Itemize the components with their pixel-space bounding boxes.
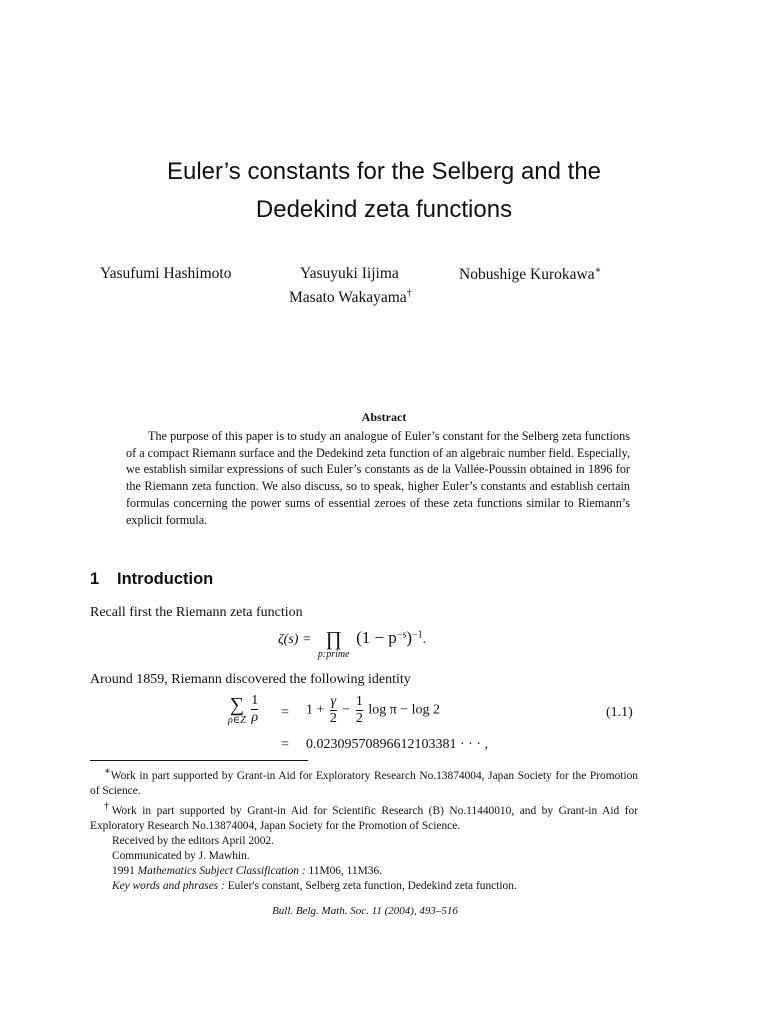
abstract-heading: Abstract xyxy=(361,410,407,424)
author-wakayama: Masato Wakayama† xyxy=(289,288,412,307)
equation-1-1-eq-sign-2: = xyxy=(281,737,289,752)
footnote-2: †Work in part supported by Grant-in Aid for Scientific Research (B) No.11440010, and by Grant-in Aid for Exploratory Research No.13874004, Japan Society for the Promotion of Science. xyxy=(90,800,639,832)
author-iijima: Yasuyuki Iijima xyxy=(300,265,399,282)
equation-number-1-1: (1.1) xyxy=(606,705,633,720)
intro-paragraph-1: Recall first the Riemann zeta function xyxy=(90,605,303,620)
journal-citation: Bull. Belg. Math. Soc. 11 (2004), 493–516 xyxy=(272,905,458,917)
paper-title-line-1: Euler’s constants for the Selberg and the xyxy=(166,158,602,185)
equation-1-1-lhs: ∑ ρ∈Z $\frac{1}{\rho}$ xyxy=(228,693,259,726)
section-heading-introduction xyxy=(90,570,213,589)
abstract-text: The purpose of this paper is to study an analogue of Euler’s constant for the Selberg zeta functions of a compact Riemann surface and the Dedekind zeta function of an algebraic number field. Especially, we establish similar expressions of such Euler’s constants as de la Vallée-Poussin obtained in 1896 for the Riemann zeta function. We also discuss, so to speak, higher Euler’s constants and establish certain formulas concerning the power sums of essential zeroes of these zeta functions similar to Riemann’s explicit formula. xyxy=(126,429,630,527)
equation-zeta-product: ζ(s) = ∏ p:prime $(1 - p^{-s})^{-1}$. xyxy=(278,628,427,660)
section-title: Introduction xyxy=(117,570,214,588)
author-kurokawa: Nobushige Kurokawa∗ xyxy=(459,265,602,284)
intro-paragraph-2: Around 1859, Riemann discovered the following identity xyxy=(90,672,411,687)
keywords: Key words and phrases : Euler's constant, Selberg zeta function, Dedekind zeta function. xyxy=(112,879,517,892)
equation-1-1-eq-sign: = xyxy=(281,705,289,720)
msc-classification: 1991 Mathematics Subject Classification : 11M06, 11M36. xyxy=(112,864,383,877)
received-date: Received by the editors April 2002. xyxy=(112,834,274,847)
footnote-1: ∗Work in part supported by Grant-in Aid for Exploratory Research No.13874004, Japan Society for the Promotion of Science. xyxy=(90,766,638,797)
communicated-by: Communicated by J. Mawhin. xyxy=(112,849,250,862)
paper-title-line-2: Dedekind zeta functions xyxy=(255,196,513,223)
equation-1-1-value: 0.02309570896612103381 · · · , xyxy=(306,737,488,752)
footnotes xyxy=(90,764,638,894)
footnote-rule xyxy=(90,760,308,761)
author-hashimoto: Yasufumi Hashimoto xyxy=(100,265,232,282)
section-number: 1 xyxy=(90,570,100,588)
equation-1-1-rhs: 1 + $\frac{\gamma}{2}$ − $\frac{1}{2}$ log π − log 2 xyxy=(306,694,441,726)
